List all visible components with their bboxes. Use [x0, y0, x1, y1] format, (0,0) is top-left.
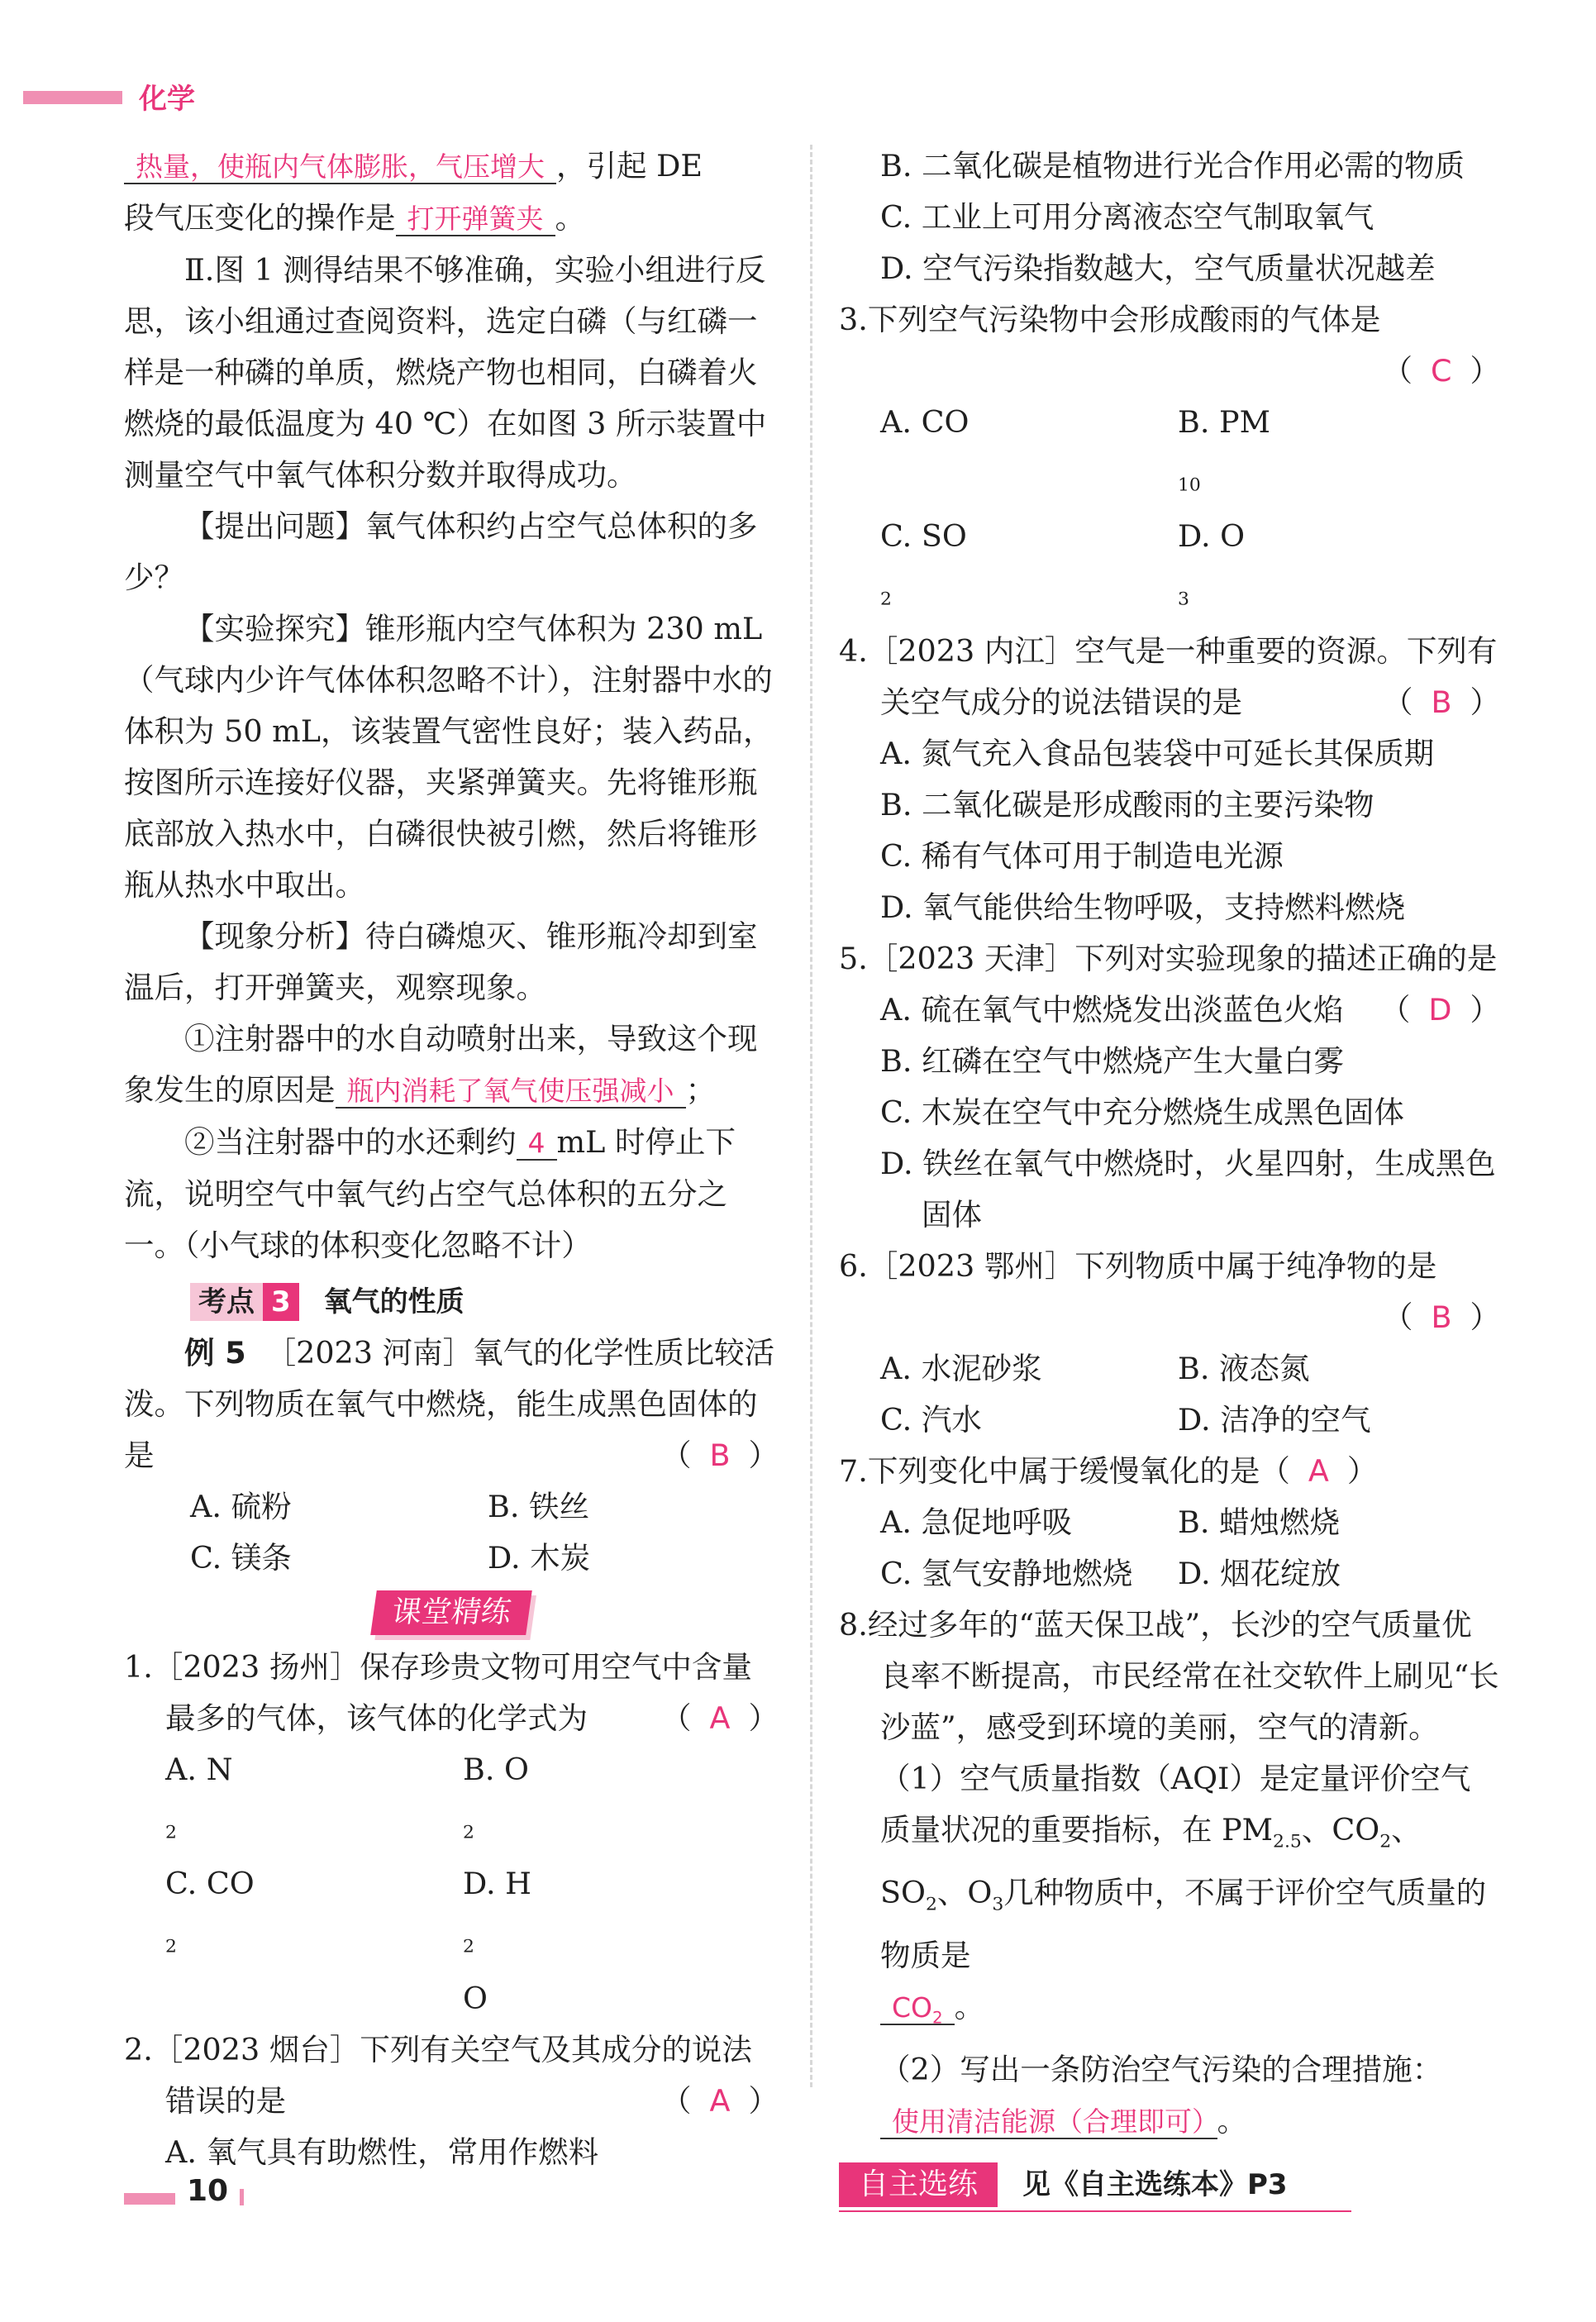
text: ； [685, 1072, 716, 1108]
answer: C [1431, 353, 1452, 389]
option: A. CO [880, 404, 970, 440]
text: ②当注射器中的水还剩约 [184, 1124, 517, 1160]
answer-blank: 打开弹簧夹 [396, 203, 555, 236]
banner-label: 课堂精练 [370, 1590, 532, 1635]
answer-line [839, 1292, 1500, 1343]
paragraph-item-2 [124, 1117, 779, 1271]
option: C. CO $_2$ [165, 1866, 255, 1957]
option: C. 工业上可用分离液态空气制取氧气 [880, 199, 1374, 235]
page-number: 10 [187, 2174, 229, 2208]
answer: A [709, 1700, 731, 1736]
option: C. SO $_2$ [880, 518, 967, 610]
text: 1.［2023 扬州］保存珍贵文物可用空气中含量最多的气体，该气体的化学式为 [124, 1649, 752, 1736]
subject-label: 化学 [139, 83, 195, 116]
option: D. 铁丝在氧气中燃烧时，火星四射，生成黑色固体 [880, 1145, 1496, 1233]
option: A. 水泥砂浆 [880, 1350, 1042, 1386]
question-8-part-2-answer: 使用清洁能源（合理即可） 。 [839, 2096, 1500, 2148]
option: C. 木炭在空气中充分燃烧生成黑色固体 [880, 1094, 1404, 1130]
option: D. H $_2$ O [463, 1866, 531, 2016]
options-row [124, 1744, 779, 1858]
question-8-part-2: （2）写出一条防治空气污染的合理措施： [880, 2051, 1443, 2087]
footer-accent-tick [240, 2189, 244, 2205]
text: 段气压变化的操作是 [124, 200, 396, 236]
question-4 [839, 626, 1500, 728]
options-row [839, 1343, 1500, 1395]
paragraph-II: Ⅱ.图 1 测得结果不够准确，实验小组进行反思，该小组通过查阅资料，选定白磷（与红磷一样是一种磷的单质，燃烧产物也相同，白磷着火燃烧的最低温度为 40 ℃）在如图 3 所示装置中测量空气中氧气体积分数并取得成功。 [124, 252, 767, 493]
option: A. 急促地呼吸 [880, 1504, 1073, 1540]
option: A. 氧气具有助燃性，常用作燃料 [165, 2134, 599, 2170]
question-2 [124, 2024, 779, 2127]
option: C. 汽水 [880, 1401, 982, 1438]
right-column [839, 141, 1500, 2212]
section-tag: 考点 [190, 1283, 263, 1321]
option: B. 二氧化碳是植物进行光合作用必需的物质 [880, 148, 1465, 184]
answer-paren: （ D ） [1379, 991, 1500, 1027]
text: 7.下列变化中属于缓慢氧化的是 [839, 1452, 1260, 1489]
option: B. 二氧化碳是形成酸雨的主要污染物 [880, 786, 1374, 822]
self-practice-reference: 见《自主选练本》P3 [1022, 2167, 1288, 2201]
paragraph-item-1 [124, 1013, 779, 1117]
paragraph-experiment: 【实验探究】锥形瓶内空气体积为 230 mL（气球内少许气体体积忽略不计），注射器中水的体积为 50 mL，该装置气密性良好；装入药品，按图所示连接好仪器，夹紧弹簧夹。先将锥形瓶底部放入热水中，白磷很快被引燃，然后将锥形瓶从热水中取出。 [124, 611, 774, 903]
option: C. 氢气安静地燃烧 [880, 1555, 1133, 1591]
answer-line [839, 346, 1500, 397]
question-8-part-1: （1）空气质量指数（AQI）是定量评价空气质量状况的重要指标，在 $PM_{2.5}$、$CO_2$、$SO_2$、$O_3$几种物质中，不属于评价空气质量的物质是 [880, 1760, 1487, 1974]
text: 2.［2023 烟台］下列有关空气及其成分的说法错误的是 [124, 2031, 752, 2119]
option: B. O $_2$ [463, 1752, 529, 1843]
section-number: 3 [263, 1283, 299, 1321]
options-row [839, 397, 1500, 511]
text: mL 时停止下流，说明空气中氧气约占空气总体积的五分之一。（小气球的体积变化忽略不计） [124, 1124, 736, 1263]
option: A. N $_2$ [165, 1752, 233, 1843]
answer-paren: （ C ） [1382, 353, 1500, 389]
answer-blank: 4 [517, 1127, 557, 1161]
option: D. 洁净的空气 [1178, 1401, 1371, 1438]
option: D. 空气污染指数越大，空气质量状况越差 [880, 250, 1436, 286]
example-5 [124, 1328, 779, 1481]
line-heat [124, 141, 779, 193]
answer-paren: （ B ） [1382, 684, 1500, 720]
question-7 [839, 1446, 1500, 1497]
text: 3.下列空气污染物中会形成酸雨的气体是 [839, 302, 1381, 337]
self-practice-tag: 自主选练 [839, 2162, 998, 2207]
paragraph-question: 【提出问题】氧气体积约占空气总体积的多少？ [124, 508, 758, 595]
line-operation [124, 193, 779, 245]
option: A. 硫粉 [190, 1489, 292, 1524]
practice-banner [124, 1584, 779, 1642]
option: D. 氧气能供给生物呼吸，支持燃料燃烧 [880, 889, 1406, 925]
text: 。 [555, 200, 585, 236]
answer-paren: （ B ） [660, 1438, 779, 1473]
answer: B [1431, 684, 1452, 720]
option: B. 蜡烛燃烧 [1178, 1504, 1341, 1540]
answer-paren: （ A ） [1260, 1452, 1378, 1489]
paragraph-analysis: 【现象分析】待白磷熄灭、锥形瓶冷却到室温后，打开弹簧夹，观察现象。 [124, 918, 758, 1005]
answer-blank: 瓶内消耗了氧气使压强减小 [336, 1075, 686, 1109]
text: ［2023 河南］氧气的化学性质比较活泼。下列物质在氧气中燃烧，能生成黑色固体的是 [124, 1335, 775, 1473]
header-accent-bar [23, 91, 122, 104]
option: C. 稀有气体可用于制造电光源 [880, 837, 1284, 874]
example-label: 例 5 [184, 1335, 246, 1371]
answer-paren: （ A ） [661, 2082, 779, 2119]
column-divider [810, 145, 812, 2087]
text: 6.［2023 鄂州］下列物质中属于纯净物的是 [839, 1247, 1437, 1284]
text: 4.［2023 内江］空气是一种重要的资源。下列有关空气成分的说法错误的是 [839, 632, 1498, 720]
question-8-part-1-answer: $CO_2$ 。 [839, 1981, 1500, 2044]
options-row [124, 1533, 779, 1584]
answer-blank: 使用清洁能源（合理即可） [880, 2105, 1217, 2139]
question-8: 8.经过多年的“蓝天保卫战”，长沙的空气质量优良率不断提高，市民经常在社交软件上刷见“长沙蓝”，感受到环境的美丽，空气的清新。 [839, 1606, 1499, 1745]
option: A. 硫在氧气中燃烧发出淡蓝色火焰 [880, 991, 1344, 1027]
footer-accent-bar [124, 2193, 175, 2205]
answer-paren: （ A ） [661, 1700, 779, 1736]
option: B. 红磷在空气中燃烧产生大量白雾 [880, 1042, 1345, 1079]
answer: B [709, 1438, 731, 1473]
answer-paren: （ B ） [1382, 1299, 1500, 1335]
option: A. 氮气充入食品包装袋中可延长其保质期 [880, 735, 1435, 771]
answer: D [1428, 991, 1452, 1027]
answer: A [1308, 1452, 1329, 1489]
options-row [839, 1548, 1500, 1600]
left-column [124, 141, 779, 2178]
answer-blank: $CO_2$ [880, 1991, 955, 2025]
option: C. 镁条 [190, 1540, 292, 1576]
options-row [839, 1497, 1500, 1548]
text: ，引起 DE [556, 148, 703, 184]
answer: B [1431, 1299, 1452, 1335]
text: 5.［2023 天津］下列对实验现象的描述正确的是 [839, 940, 1498, 976]
options-row [839, 1395, 1500, 1446]
self-practice-banner [839, 2159, 1351, 2212]
option: D. 木炭 [488, 1540, 591, 1576]
option: D. 烟花绽放 [1178, 1555, 1341, 1591]
options-row [124, 1481, 779, 1533]
options-row [839, 511, 1500, 625]
text: ①注射器中的水自动喷射出来，导致这个现象发生的原因是 [124, 1021, 758, 1108]
question-3 [839, 294, 1500, 346]
section-title: 氧气的性质 [323, 1285, 465, 1318]
option: B. 铁丝 [488, 1489, 590, 1524]
option: B. 液态氮 [1178, 1350, 1310, 1386]
options-row [124, 1858, 779, 2024]
question-1 [124, 1642, 779, 1744]
section-heading [124, 1276, 779, 1328]
answer: A [709, 2082, 731, 2119]
question-6 [839, 1241, 1500, 1292]
option: D. O $_3$ [1178, 518, 1246, 610]
answer-blank: 热量，使瓶内气体膨胀，气压增大 [124, 150, 556, 184]
option: B. PM $_{10}$ [1178, 404, 1270, 496]
